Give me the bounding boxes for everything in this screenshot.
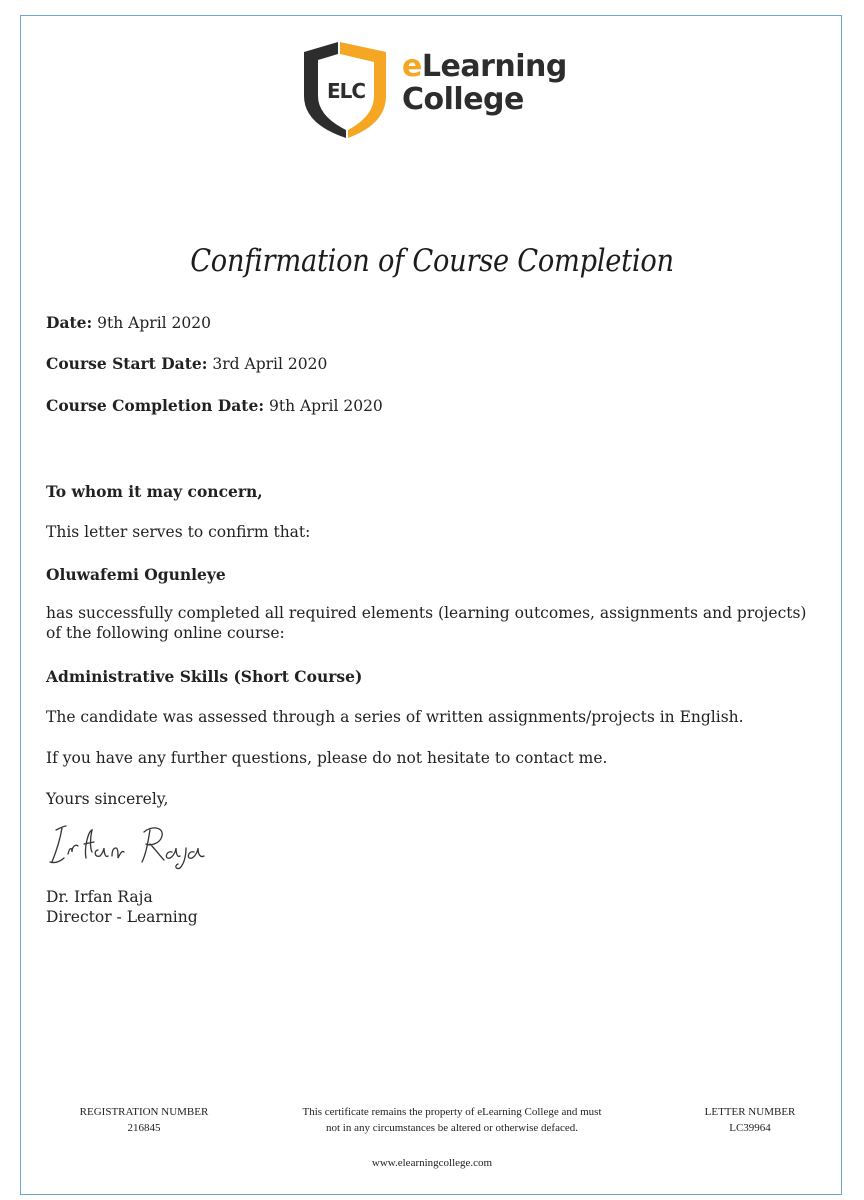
date-value: 9th April 2020: [97, 314, 211, 332]
date-row: [46, 313, 211, 332]
salutation: To whom it may concern,: [46, 482, 263, 501]
date-label: Date:: [46, 313, 93, 332]
certificate-notice: [272, 1104, 632, 1136]
completion-statement: has successfully completed all required elements (learning outcomes, assignments and projects) of the following online course:: [46, 604, 807, 642]
letter-number: LC39964: [729, 1122, 771, 1134]
website-link[interactable]: www.elearningcollege.com: [371, 1157, 493, 1169]
registration-number: 216845: [127, 1122, 161, 1134]
letter-number-block: [670, 1104, 830, 1136]
handwritten-signature: [46, 818, 206, 874]
course-name: Administrative Skills (Short Course): [46, 667, 363, 686]
logo-badge-text: ELC: [326, 79, 366, 103]
signatory-name: Dr. Irfan Raja: [46, 888, 153, 906]
start-date-row: [46, 354, 327, 373]
student-name: Oluwafemi Ogunleye: [46, 565, 226, 584]
registration-block: [54, 1104, 234, 1136]
contact-text: If you have any further questions, please do not hesitate to contact me.: [46, 749, 608, 767]
assessment-text: The candidate was assessed through a series of written assignments/projects in English.: [46, 708, 744, 726]
notice-line-2: not in any circumstances be altered or otherwise defaced.: [326, 1122, 578, 1134]
intro-text: This letter serves to confirm that:: [46, 523, 311, 541]
completion-date-row: [46, 396, 383, 415]
registration-label: REGISTRATION NUMBER: [79, 1106, 209, 1118]
start-date-value: 3rd April 2020: [212, 355, 328, 373]
logo-wordmark: [402, 49, 567, 117]
notice-line-1: This certificate remains the property of eLearning College and must: [302, 1106, 602, 1118]
logo-brand-line1: Learning: [421, 49, 567, 84]
logo-brand-line2: College: [402, 82, 524, 117]
signatory-title: Director - Learning: [46, 908, 198, 926]
completion-date-label: Course Completion Date:: [46, 396, 265, 415]
completion-date-value: 9th April 2020: [268, 397, 383, 415]
page-title: Confirmation of Course Completion: [190, 243, 674, 279]
shield-logo-icon: [298, 38, 394, 142]
letter-number-label: LETTER NUMBER: [704, 1106, 796, 1118]
closing-text: Yours sincerely,: [46, 790, 169, 808]
start-date-label: Course Start Date:: [46, 354, 208, 373]
elearning-college-logo: [298, 38, 578, 142]
logo-brand-accent: e: [402, 49, 422, 84]
